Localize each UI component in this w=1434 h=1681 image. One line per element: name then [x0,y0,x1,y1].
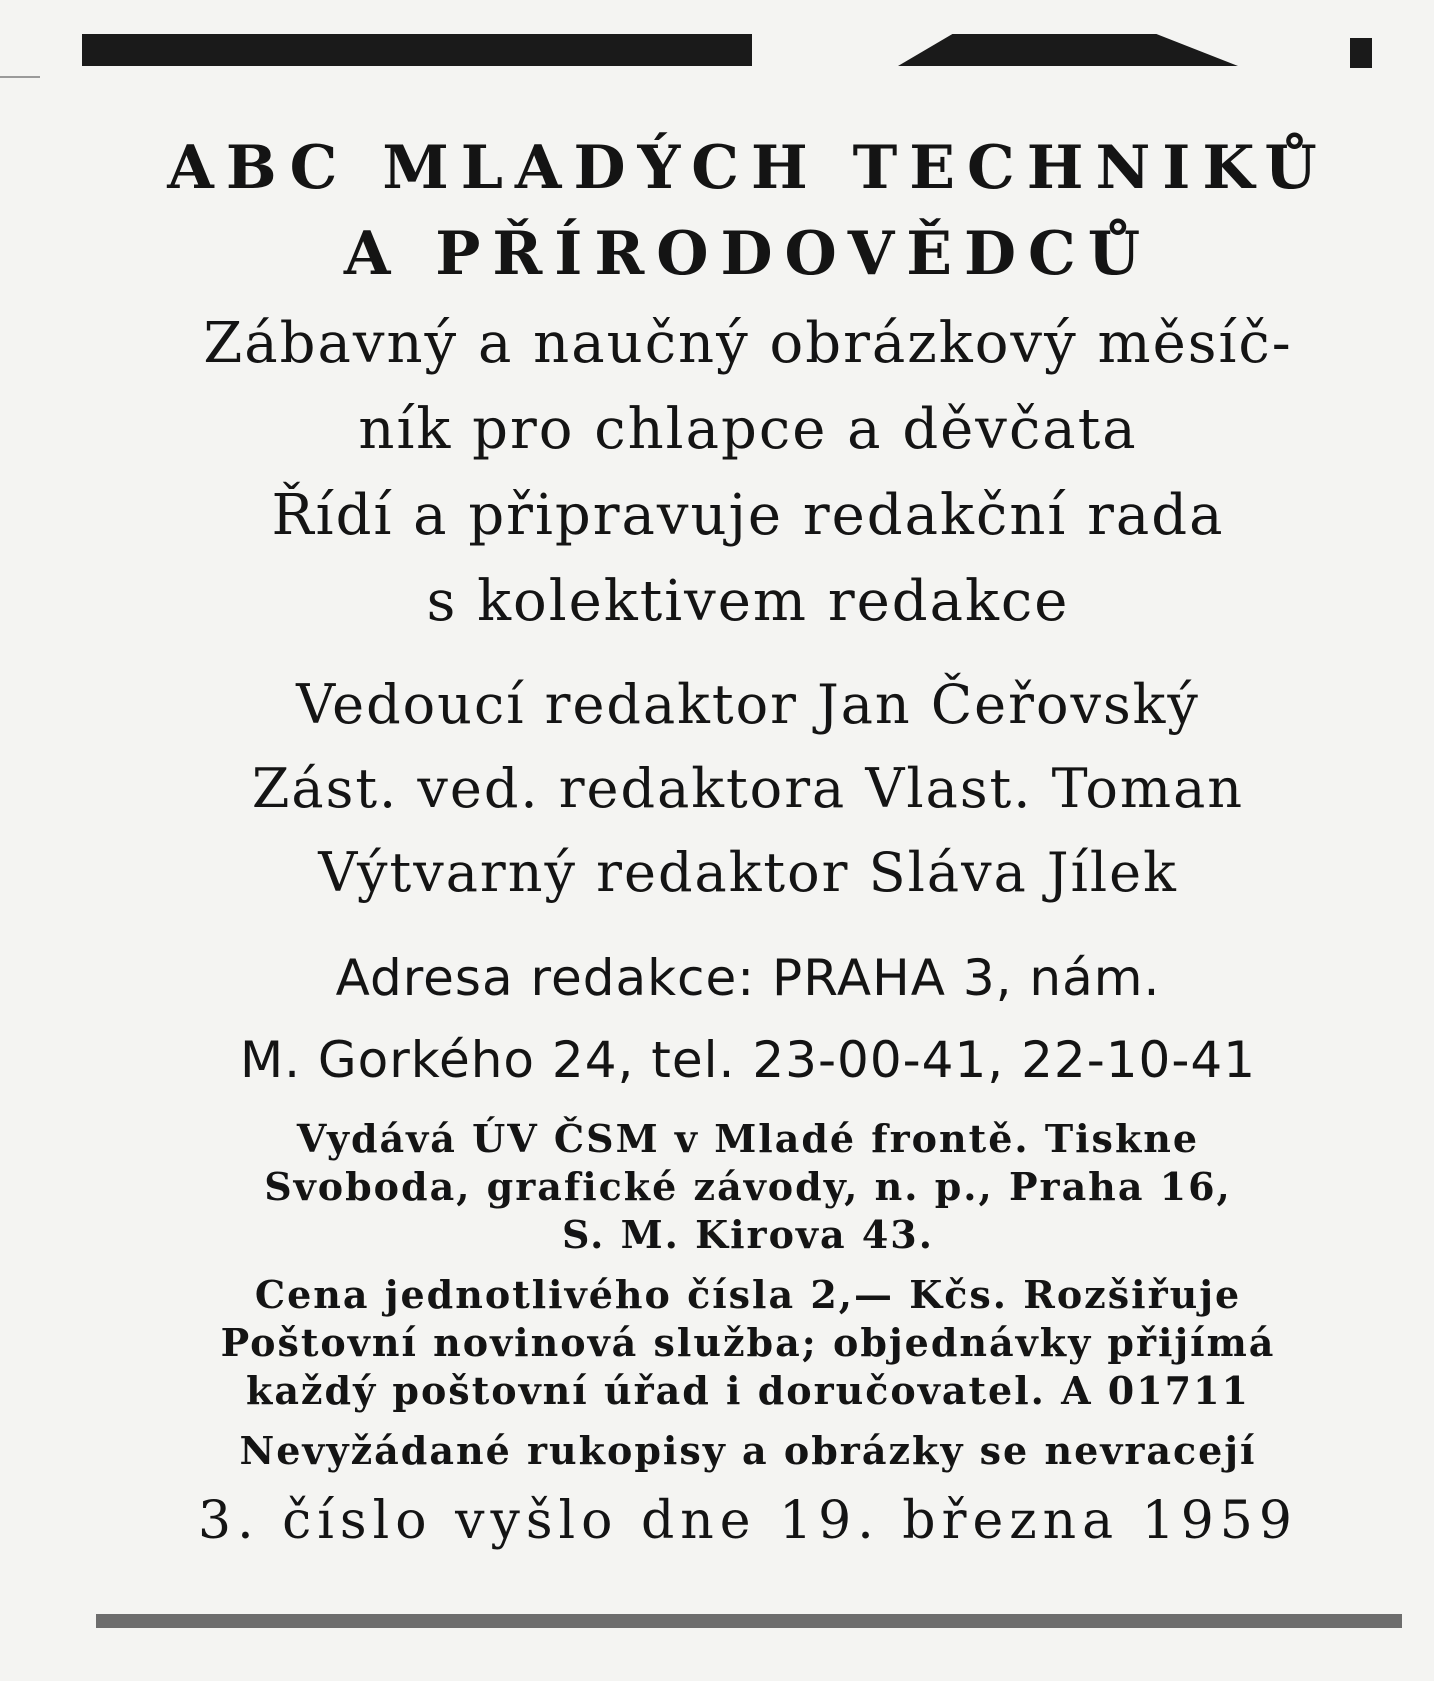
top-right-mark [1350,38,1372,68]
publisher-line-2: Svoboda, grafické závody, n. p., Praha 16, [264,1164,1232,1209]
left-margin-rule [0,76,40,78]
subtitle-line-4: s kolektivem redakce [426,569,1070,634]
subtitle-line-3: Řídí a připravuje redakční rada [271,483,1225,548]
pricing-line-2: Poštovní novinová služba; objednávky přijímá [220,1320,1276,1365]
publisher-line-1: Vydává ÚV ČSM v Mladé frontě. Tiskne [296,1116,1200,1161]
top-center-rule [898,34,1238,66]
subtitle-line-2: ník pro chlapce a děvčata [358,397,1138,462]
top-left-rule [82,34,752,66]
title-line-2: A PŘÍRODOVĚDCŮ [343,219,1153,289]
pricing-line-1: Cena jednotlivého čísla 2,— Kčs. Rozšiřuje [254,1272,1242,1317]
manuscript-notice: Nevyžádané rukopisy a obrázky se nevracejí [239,1428,1257,1473]
deputy-editor: Zást. ved. redaktora Vlast. Toman [251,757,1245,820]
masthead-block [90,125,1406,1563]
art-editor: Výtvarný redaktor Sláva Jílek [318,841,1178,904]
title-line-1: ABC MLADÝCH TECHNIKŮ [167,133,1329,203]
editor-in-chief: Vedoucí redaktor Jan Čeřovský [296,673,1200,736]
issue-date-line: 3. číslo vyšlo dne 19. března 1959 [198,1491,1298,1551]
address-line-1: Adresa redakce: PRAHA 3, nám. [335,949,1161,1007]
address-line-2: M. Gorkého 24, tel. 23-00-41, 22-10-41 [239,1031,1257,1089]
publisher-line-3: S. M. Kirova 43. [562,1212,934,1257]
pricing-line-3: každý poštovní úřad i doručovatel. A 01711 [245,1368,1250,1413]
bottom-rule [96,1614,1402,1628]
subtitle-line-1: Zábavný a naučný obrázkový měsíč- [203,311,1293,376]
